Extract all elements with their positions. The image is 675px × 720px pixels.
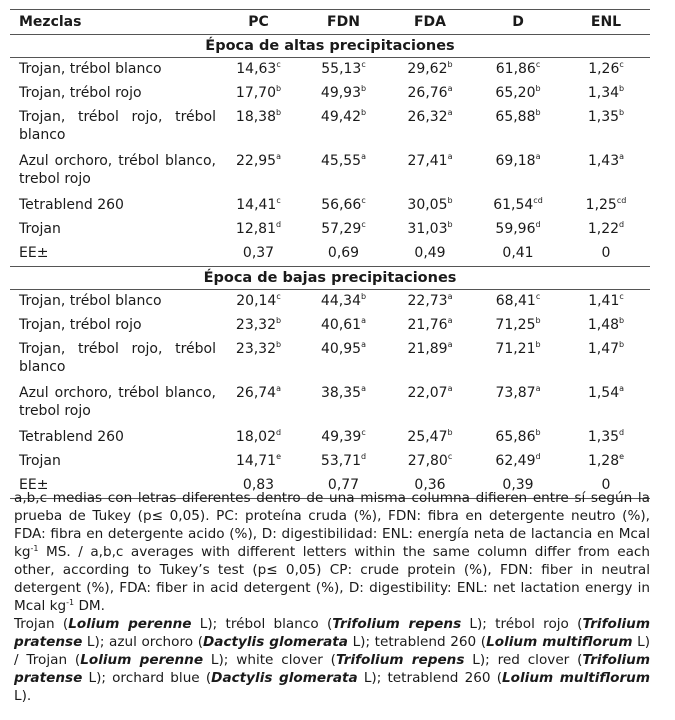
significance-letter: c xyxy=(361,220,366,229)
significance-letter: b xyxy=(276,340,282,349)
table-row xyxy=(10,290,650,315)
value-number: 61,54 xyxy=(493,197,534,213)
cell-value xyxy=(386,242,474,267)
significance-letter: a xyxy=(447,292,453,301)
value-number: 21,76 xyxy=(407,317,448,333)
cell-value xyxy=(386,106,474,150)
notes-species xyxy=(14,615,650,705)
row-label: Azul orchoro, trébol blanco, trebol rojo xyxy=(19,153,216,187)
value-number: 45,55 xyxy=(321,153,362,169)
cell-value xyxy=(474,450,562,474)
cell-value xyxy=(474,194,562,218)
row-label: Trojan, trébol rojo xyxy=(19,85,142,101)
significance-letter: b xyxy=(535,340,541,349)
cell-value xyxy=(386,314,474,338)
note-text: L); tetrablend 260 ( xyxy=(347,634,487,650)
cell-value xyxy=(386,450,474,474)
value-number: 12,81 xyxy=(235,221,276,237)
cell-value xyxy=(474,382,562,426)
significance-letter: b xyxy=(447,220,453,229)
table-row xyxy=(10,218,650,242)
significance-letter: a xyxy=(361,340,366,349)
value-number: 61,86 xyxy=(495,61,536,77)
value-number: 1,47 xyxy=(587,341,620,357)
value-number: 0,39 xyxy=(502,477,534,493)
significance-letter: b xyxy=(447,60,453,69)
significance-letter: c xyxy=(276,292,281,301)
value-number: 71,21 xyxy=(495,341,536,357)
value-number: 1,35 xyxy=(587,429,620,445)
species-name: Trifolium repens xyxy=(332,616,462,632)
value-number: 71,25 xyxy=(495,317,536,333)
value-number: 65,86 xyxy=(495,429,536,445)
table-notes xyxy=(14,489,650,705)
significance-letter: a xyxy=(447,108,453,117)
value-number: 1,41 xyxy=(588,293,620,309)
value-number: 26,74 xyxy=(236,385,277,401)
significance-letter: c xyxy=(361,428,366,437)
header-d: D xyxy=(474,10,562,35)
cell-value xyxy=(386,382,474,426)
significance-letter: c xyxy=(361,196,366,205)
cell-value xyxy=(216,314,301,338)
row-label: Tetrablend 260 xyxy=(19,197,124,213)
significance-letter: a xyxy=(619,152,625,161)
section-title: Época de bajas precipitaciones xyxy=(10,267,650,290)
note-text: L); trébol blanco ( xyxy=(191,616,333,632)
cell-value xyxy=(301,194,386,218)
cell-value xyxy=(386,218,474,242)
significance-letter: b xyxy=(619,340,625,349)
value-number: 0,77 xyxy=(327,477,360,493)
cell-value xyxy=(562,150,650,194)
cell-value xyxy=(301,82,386,106)
row-label: Trojan, trébol rojo xyxy=(19,317,142,333)
row-label: Trojan, trébol rojo, trébol blanco xyxy=(19,109,216,143)
cell-value xyxy=(301,450,386,474)
cell-value xyxy=(301,338,386,382)
significance-letter: a xyxy=(361,384,366,393)
value-number: 49,39 xyxy=(321,429,362,445)
cell-value xyxy=(562,314,650,338)
cell-value xyxy=(301,218,386,242)
significance-letter: a xyxy=(361,316,366,325)
row-label: Azul orchoro, trébol blanco, trebol rojo xyxy=(19,385,216,419)
value-number: 31,03 xyxy=(407,221,448,237)
value-number: 14,41 xyxy=(236,197,277,213)
value-number: 0 xyxy=(601,477,611,493)
table-row xyxy=(10,82,650,106)
note-text: Trojan ( xyxy=(14,616,69,632)
significance-letter: c xyxy=(619,292,624,301)
note-text: DM. xyxy=(74,598,105,614)
significance-letter: c xyxy=(535,60,541,69)
section-title: Época de altas precipitaciones xyxy=(10,35,650,58)
value-number: 0,69 xyxy=(327,245,360,261)
value-number: 57,29 xyxy=(321,221,362,237)
value-number: 29,62 xyxy=(407,61,448,77)
table-row xyxy=(10,58,650,83)
cell-value xyxy=(216,338,301,382)
note-text: L); red clover ( xyxy=(464,652,583,668)
value-number: 14,63 xyxy=(236,61,277,77)
significance-letter: b xyxy=(619,84,625,93)
significance-letter: b xyxy=(361,108,367,117)
note-text: a,b,c medias con letras diferentes dentro de una misma columna difieren entre sí según la prueba de Tukey (p≤ 0,05). PC: proteína cruda (%), FDN: fibra en detergente neutro (%), FDA: fibra en detergente acido (%), D: digestibilidad: ENL: energía neta de lactancia en Mcal kg xyxy=(14,490,650,560)
value-number: 62,49 xyxy=(495,453,536,469)
value-number: 1,35 xyxy=(587,109,620,125)
note-text: L). xyxy=(14,688,32,704)
value-number: 56,66 xyxy=(321,197,362,213)
cell-value xyxy=(301,106,386,150)
cell-value xyxy=(474,150,562,194)
value-number: 65,20 xyxy=(495,85,536,101)
cell-value xyxy=(562,338,650,382)
value-number: 21,89 xyxy=(407,341,448,357)
cell-value xyxy=(562,194,650,218)
header-enl: ENL xyxy=(562,10,650,35)
significance-letter: a xyxy=(619,384,625,393)
value-number: 25,47 xyxy=(407,429,448,445)
cell-value xyxy=(301,290,386,315)
value-number: 1,22 xyxy=(587,221,620,237)
value-number: 1,34 xyxy=(587,85,620,101)
cell-value xyxy=(474,338,562,382)
cell-value xyxy=(216,382,301,426)
significance-letter: a xyxy=(276,152,281,161)
cell-value xyxy=(562,218,650,242)
species-name: Lolium multiflorum xyxy=(486,634,633,650)
cell-value xyxy=(474,314,562,338)
value-number: 22,95 xyxy=(236,153,277,169)
species-name: Dactylis glomerata xyxy=(211,670,358,686)
value-number: 0,37 xyxy=(242,245,275,261)
significance-letter: a xyxy=(447,340,453,349)
value-number: 49,42 xyxy=(320,109,361,125)
cell-value xyxy=(562,382,650,426)
table-row xyxy=(10,426,650,450)
significance-letter: a xyxy=(447,152,453,161)
significance-letter: b xyxy=(276,84,282,93)
cell-value xyxy=(301,314,386,338)
value-number: 14,71 xyxy=(235,453,277,469)
significance-letter: a xyxy=(535,152,541,161)
value-number: 69,18 xyxy=(495,153,536,169)
species-name: Trifolium pratense xyxy=(14,652,650,686)
value-number: 55,13 xyxy=(321,61,362,77)
significance-letter: c xyxy=(361,60,366,69)
species-name: Lolium perenne xyxy=(68,616,192,632)
cell-value xyxy=(216,290,301,315)
value-number: 18,02 xyxy=(235,429,276,445)
significance-letter: d xyxy=(535,452,541,461)
notes-abbreviations xyxy=(14,489,650,615)
value-number: 0 xyxy=(601,245,611,261)
superscript: -1 xyxy=(66,598,75,607)
cell-value xyxy=(474,106,562,150)
table-body xyxy=(10,35,650,499)
significance-letter: b xyxy=(447,196,453,205)
cell-value xyxy=(216,426,301,450)
significance-letter: b xyxy=(619,108,625,117)
cell-value xyxy=(474,58,562,83)
significance-letter: b xyxy=(276,108,282,117)
cell-value xyxy=(386,426,474,450)
cell-value xyxy=(562,106,650,150)
row-label: Tetrablend 260 xyxy=(19,429,124,445)
significance-letter: e xyxy=(276,452,281,461)
significance-letter: cd xyxy=(616,196,627,205)
cell-value xyxy=(474,290,562,315)
value-number: 23,32 xyxy=(235,341,276,357)
significance-letter: c xyxy=(619,60,624,69)
cell-value xyxy=(216,194,301,218)
value-number: 1,28 xyxy=(587,453,620,469)
significance-letter: a xyxy=(447,316,453,325)
value-number: 26,76 xyxy=(407,85,448,101)
note-text: L); orchard blue ( xyxy=(82,670,212,686)
value-number: 23,32 xyxy=(235,317,276,333)
significance-letter: d xyxy=(619,428,625,437)
note-text: L); azul orchoro ( xyxy=(82,634,203,650)
significance-letter: c xyxy=(276,60,281,69)
value-number: 30,05 xyxy=(407,197,448,213)
value-number: 40,61 xyxy=(321,317,362,333)
cell-value xyxy=(216,82,301,106)
note-text: L) / Trojan ( xyxy=(14,634,651,668)
significance-letter: b xyxy=(535,84,541,93)
cell-value xyxy=(301,426,386,450)
significance-letter: c xyxy=(276,196,281,205)
significance-letter: b xyxy=(535,108,541,117)
cell-value xyxy=(386,150,474,194)
row-label: Trojan, trébol rojo, trébol blanco xyxy=(19,341,216,375)
cell-value xyxy=(562,242,650,267)
value-number: 1,48 xyxy=(587,317,620,333)
row-label: Trojan, trébol blanco xyxy=(19,293,162,309)
value-number: 0,41 xyxy=(502,245,534,261)
row-label: Trojan xyxy=(19,221,61,237)
section-title-row xyxy=(10,35,650,58)
value-number: 73,87 xyxy=(495,385,536,401)
value-number: 0,49 xyxy=(414,245,446,261)
header-pc: PC xyxy=(216,10,301,35)
cell-value xyxy=(301,382,386,426)
value-number: 18,38 xyxy=(235,109,276,125)
cell-value xyxy=(216,218,301,242)
cell-value xyxy=(386,290,474,315)
significance-letter: cd xyxy=(533,196,543,205)
significance-letter: b xyxy=(535,316,541,325)
cell-value xyxy=(474,426,562,450)
significance-letter: b xyxy=(361,292,367,301)
table-row xyxy=(10,338,650,382)
table-row xyxy=(10,106,650,150)
cell-value xyxy=(562,290,650,315)
significance-letter: d xyxy=(619,220,625,229)
species-name: Lolium perenne xyxy=(80,652,204,668)
value-number: 40,95 xyxy=(321,341,362,357)
results-table xyxy=(10,9,650,499)
cell-value xyxy=(301,58,386,83)
significance-letter: c xyxy=(447,452,453,461)
value-number: 38,35 xyxy=(321,385,362,401)
value-number: 49,93 xyxy=(320,85,361,101)
value-number: 1,26 xyxy=(588,61,620,77)
header-fda: FDA xyxy=(386,10,474,35)
value-number: 68,41 xyxy=(495,293,536,309)
row-label: Trojan, trébol blanco xyxy=(19,61,162,77)
cell-value xyxy=(216,450,301,474)
note-text: L); tetrablend 260 ( xyxy=(357,670,503,686)
header-fdn: FDN xyxy=(301,10,386,35)
cell-value xyxy=(562,82,650,106)
value-number: 1,54 xyxy=(587,385,620,401)
cell-value xyxy=(386,338,474,382)
significance-letter: d xyxy=(535,220,541,229)
cell-value xyxy=(562,58,650,83)
significance-letter: c xyxy=(535,292,541,301)
table-row xyxy=(10,382,650,426)
table-row xyxy=(10,194,650,218)
species-name: Trifolium repens xyxy=(335,652,465,668)
cell-value xyxy=(301,242,386,267)
value-number: 17,70 xyxy=(235,85,276,101)
header-mezclas: Mezclas xyxy=(10,10,216,35)
significance-letter: a xyxy=(535,384,541,393)
significance-letter: b xyxy=(535,428,541,437)
row-label: Trojan xyxy=(19,453,61,469)
value-number: 59,96 xyxy=(495,221,536,237)
superscript: -1 xyxy=(30,544,39,553)
value-number: 22,73 xyxy=(407,293,448,309)
table-row xyxy=(10,150,650,194)
table-row xyxy=(10,242,650,267)
significance-letter: d xyxy=(276,220,282,229)
value-number: 65,88 xyxy=(495,109,536,125)
note-text: L); trébol rojo ( xyxy=(461,616,583,632)
value-number: 1,25 xyxy=(585,197,617,213)
significance-letter: b xyxy=(361,84,367,93)
species-name: Dactylis glomerata xyxy=(203,634,348,650)
cell-value xyxy=(386,58,474,83)
row-label: EE± xyxy=(10,474,216,499)
cell-value xyxy=(474,218,562,242)
cell-value xyxy=(386,194,474,218)
value-number: 27,80 xyxy=(407,453,448,469)
significance-letter: a xyxy=(361,152,366,161)
value-number: 44,34 xyxy=(320,293,361,309)
table-row xyxy=(10,450,650,474)
cell-value xyxy=(474,82,562,106)
cell-value xyxy=(562,450,650,474)
value-number: 22,07 xyxy=(407,385,448,401)
cell-value xyxy=(474,242,562,267)
significance-letter: b xyxy=(447,428,453,437)
cell-value xyxy=(301,150,386,194)
cell-value xyxy=(216,106,301,150)
significance-letter: e xyxy=(619,452,625,461)
row-label: EE± xyxy=(10,242,216,267)
significance-letter: a xyxy=(447,84,453,93)
value-number: 27,41 xyxy=(407,153,448,169)
section-title-row xyxy=(10,267,650,290)
significance-letter: d xyxy=(361,452,367,461)
cell-value xyxy=(216,242,301,267)
cell-value xyxy=(216,150,301,194)
significance-letter: a xyxy=(276,384,281,393)
table-row xyxy=(10,314,650,338)
species-name: Lolium multiflorum xyxy=(502,670,651,686)
value-number: 26,32 xyxy=(407,109,448,125)
significance-letter: a xyxy=(447,384,453,393)
cell-value xyxy=(562,426,650,450)
significance-letter: b xyxy=(276,316,282,325)
value-number: 20,14 xyxy=(236,293,277,309)
cell-value xyxy=(216,58,301,83)
table-header-row xyxy=(10,10,650,35)
note-text: MS. / a,b,c averages with different letters within the same column differ from each other, according to Tukey’s test (p≤ 0,05) CP: crude protein (%), FDN: fiber in neutral detergent (%), FDA: fiber in acid detergent (%), D: digestibility: ENL: net lactation energy in Mcal kg xyxy=(14,544,650,614)
significance-letter: b xyxy=(619,316,625,325)
value-number: 53,71 xyxy=(320,453,361,469)
value-number: 1,43 xyxy=(587,153,620,169)
significance-letter: d xyxy=(276,428,282,437)
species-name: Trifolium pratense xyxy=(14,616,650,650)
cell-value xyxy=(386,82,474,106)
note-text: L); white clover ( xyxy=(203,652,336,668)
value-number: 0,83 xyxy=(242,477,275,493)
value-number: 0,36 xyxy=(414,477,446,493)
